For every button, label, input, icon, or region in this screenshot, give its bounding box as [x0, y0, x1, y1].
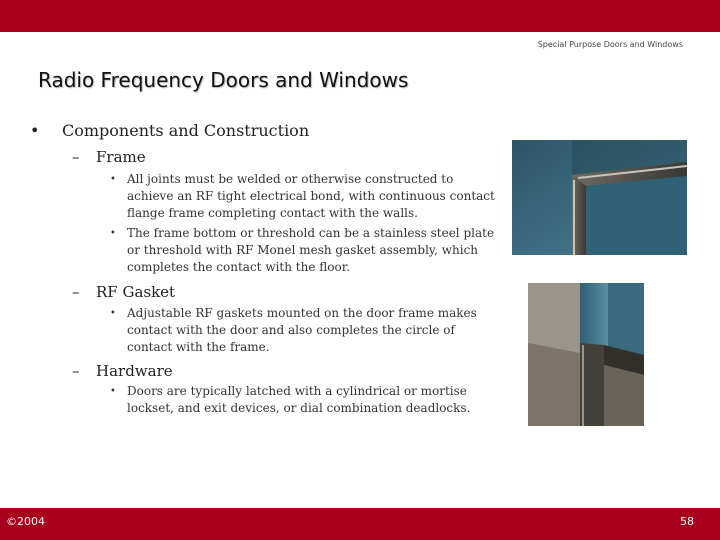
- slide-title: Radio Frequency Doors and Windows: [38, 68, 409, 92]
- header-note: Special Purpose Doors and Windows: [537, 40, 683, 49]
- list-item: • Doors are typically latched with a cylindrical or mortise lockset, and exit devices, or dial combination deadlocks.: [110, 384, 471, 415]
- section-heading-frame: – Frame: [72, 148, 146, 166]
- list-item: • Adjustable RF gaskets mounted on the door frame makes contact with the door and also completes the circle of contact with the frame.: [110, 306, 477, 354]
- dash-icon: –: [72, 148, 80, 166]
- rf-door-frame-photo: [512, 140, 687, 255]
- bullet-icon: •: [110, 386, 116, 397]
- footer-bar: [0, 508, 720, 540]
- rf-door-threshold-photo: [528, 283, 644, 426]
- copyright: ©2004: [6, 515, 45, 528]
- page-number: 58: [680, 515, 694, 528]
- list-item: • The frame bottom or threshold can be a stainless steel plate or threshold with RF Monel mesh gasket assembly, which completes the contact with the floor.: [110, 226, 495, 274]
- section-heading-rf-gasket: – RF Gasket: [72, 283, 176, 301]
- bullet-icon: •: [110, 308, 116, 319]
- dash-icon: –: [72, 283, 80, 301]
- section-heading-hardware: – Hardware: [72, 362, 173, 380]
- dash-icon: –: [72, 362, 80, 380]
- bullet-dot-icon: •: [30, 121, 40, 140]
- main-bullet: [30, 121, 310, 140]
- top-banner: [0, 0, 720, 32]
- bullet-icon: •: [110, 228, 116, 239]
- main-bullet-text: Components and Construction: [62, 121, 310, 140]
- list-item: • All joints must be welded or otherwise constructed to achieve an RF tight electrical bond, with continuous contact flange frame completing contact with the walls.: [110, 172, 495, 220]
- bullet-icon: •: [110, 174, 116, 185]
